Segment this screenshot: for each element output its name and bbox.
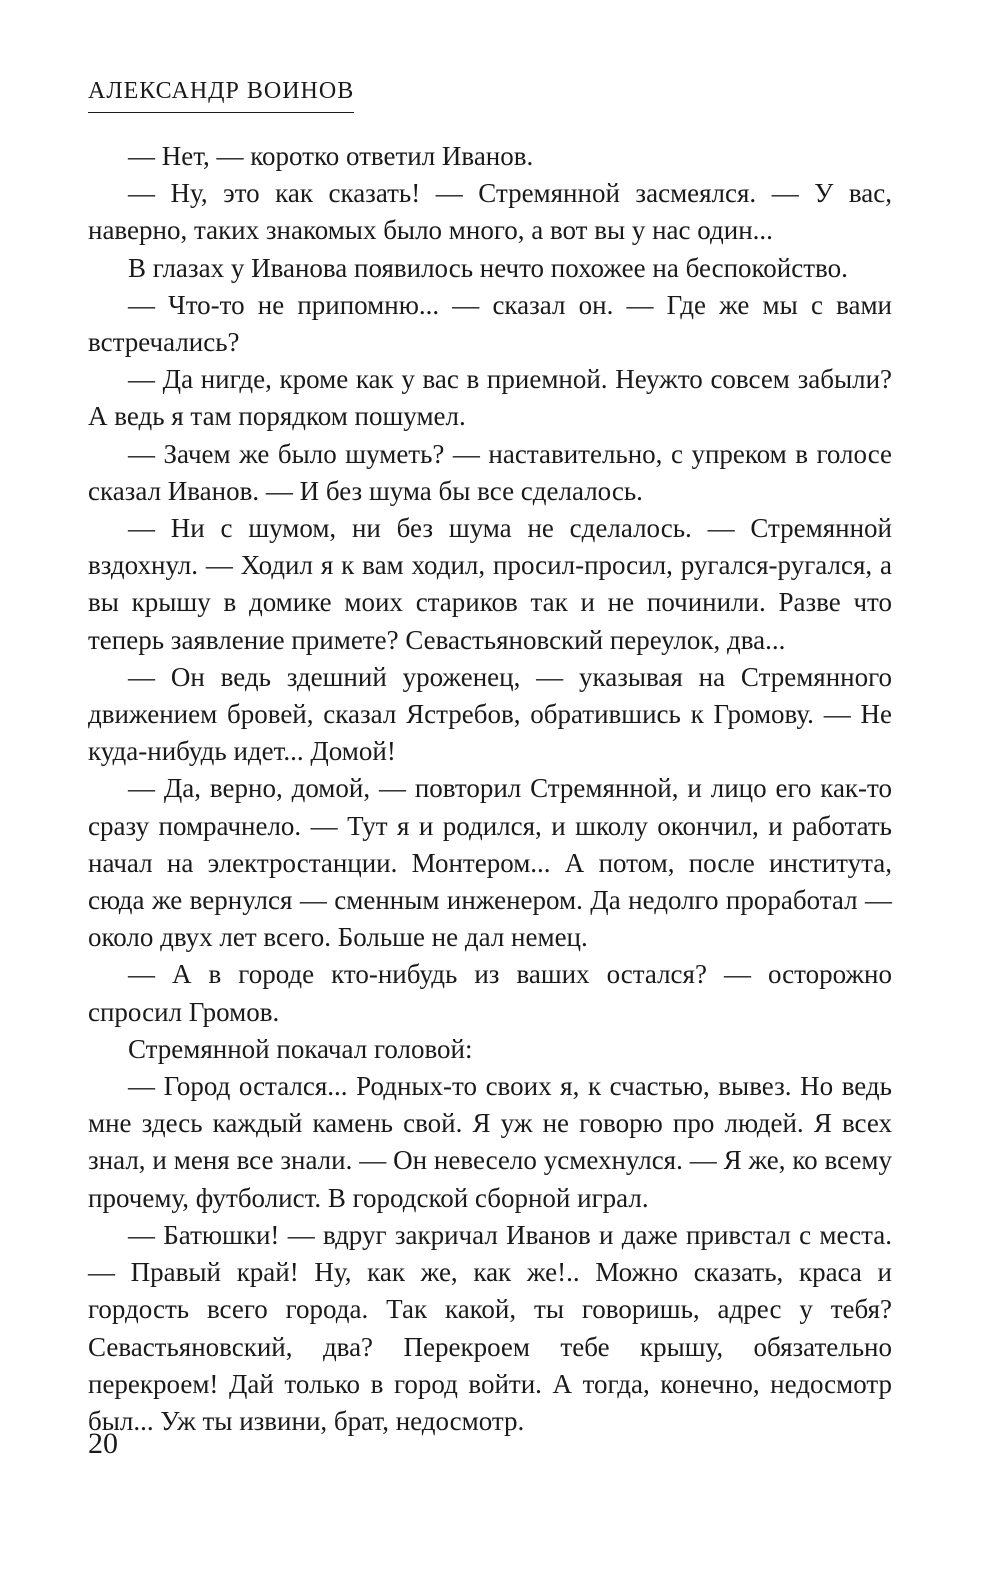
running-header-author: АЛЕКСАНДР ВОИНОВ	[88, 74, 354, 113]
paragraph: В глазах у Иванова появилось нечто похожее на беспокойство.	[128, 252, 848, 283]
paragraph: — Он ведь здешний уроженец, — указывая на Стремянного движением бровей, сказал Ястребов, обратившись к Громову. — Не куда-нибудь идет... Домой!	[88, 661, 892, 767]
paragraph: — Город остался... Родных-то своих я, к счастью, вывез. Но ведь мне здесь каждый камень свой. Я уж не говорю про людей. Я всех знал, и меня все знали. — Он невесело усмехнулся. — Я же, ко всему прочему, футболист. В городской сборной играл.	[88, 1071, 892, 1213]
paragraph: — Ни с шумом, ни без шума не сделалось. — Стремянной вздохнул. — Ходил я к вам ходил, просил-просил, ругался-ругался, а вы крышу в домике моих стариков так и не починили. Разве что теперь заявление примете? Севастьяновский переулок, два...	[88, 513, 892, 655]
paragraph: — Батюшки! — вдруг закричал Иванов и даже привстал с места. — Правый край! Ну, как же, как же!.. Можно сказать, краса и гордость всего города. Так какой, ты говоришь, адрес у тебя? Севастьяновский, два? Перекроем тебе крышу, обязательно перекроем! Дай только в город войти. А тогда, конечно, недосмотр был... Уж ты извини, брат, недосмотр.	[88, 1219, 892, 1436]
paragraph: — Что-то не припомню... — сказал он. — Где же мы с вами встречались?	[88, 289, 892, 358]
paragraph: — Да, верно, домой, — повторил Стремянной, и лицо его как-то сразу помрачнело. — Тут я и родился, и школу окончил, и работать начал на электростанции. Монтером... А потом, после института, сюда же вернулся — сменным инженером. Да недолго проработал — около двух лет всего. Больше не дал немец.	[88, 773, 892, 953]
paragraph: — А в городе кто-нибудь из ваших остался? — осторожно спросил Громов.	[88, 959, 892, 1027]
paragraph: — Да нигде, кроме как у вас в приемной. Неужто совсем забыли? А ведь я там порядком пошумел.	[88, 364, 892, 432]
paragraph: Стремянной покачал головой:	[128, 1033, 473, 1064]
paragraph: — Ну, это как сказать! — Стремянной засмеялся. — У вас, наверно, таких знакомых было много, а вот вы у нас один...	[88, 178, 892, 246]
paragraph: — Зачем же было шуметь? — наставительно, с упреком в голосе сказал Иванов. — И без шума бы все сделалось.	[88, 438, 892, 506]
paragraph: — Нет, — коротко ответил Иванов.	[128, 141, 534, 171]
body-text	[88, 138, 892, 1440]
page-number: 20	[88, 1427, 118, 1460]
